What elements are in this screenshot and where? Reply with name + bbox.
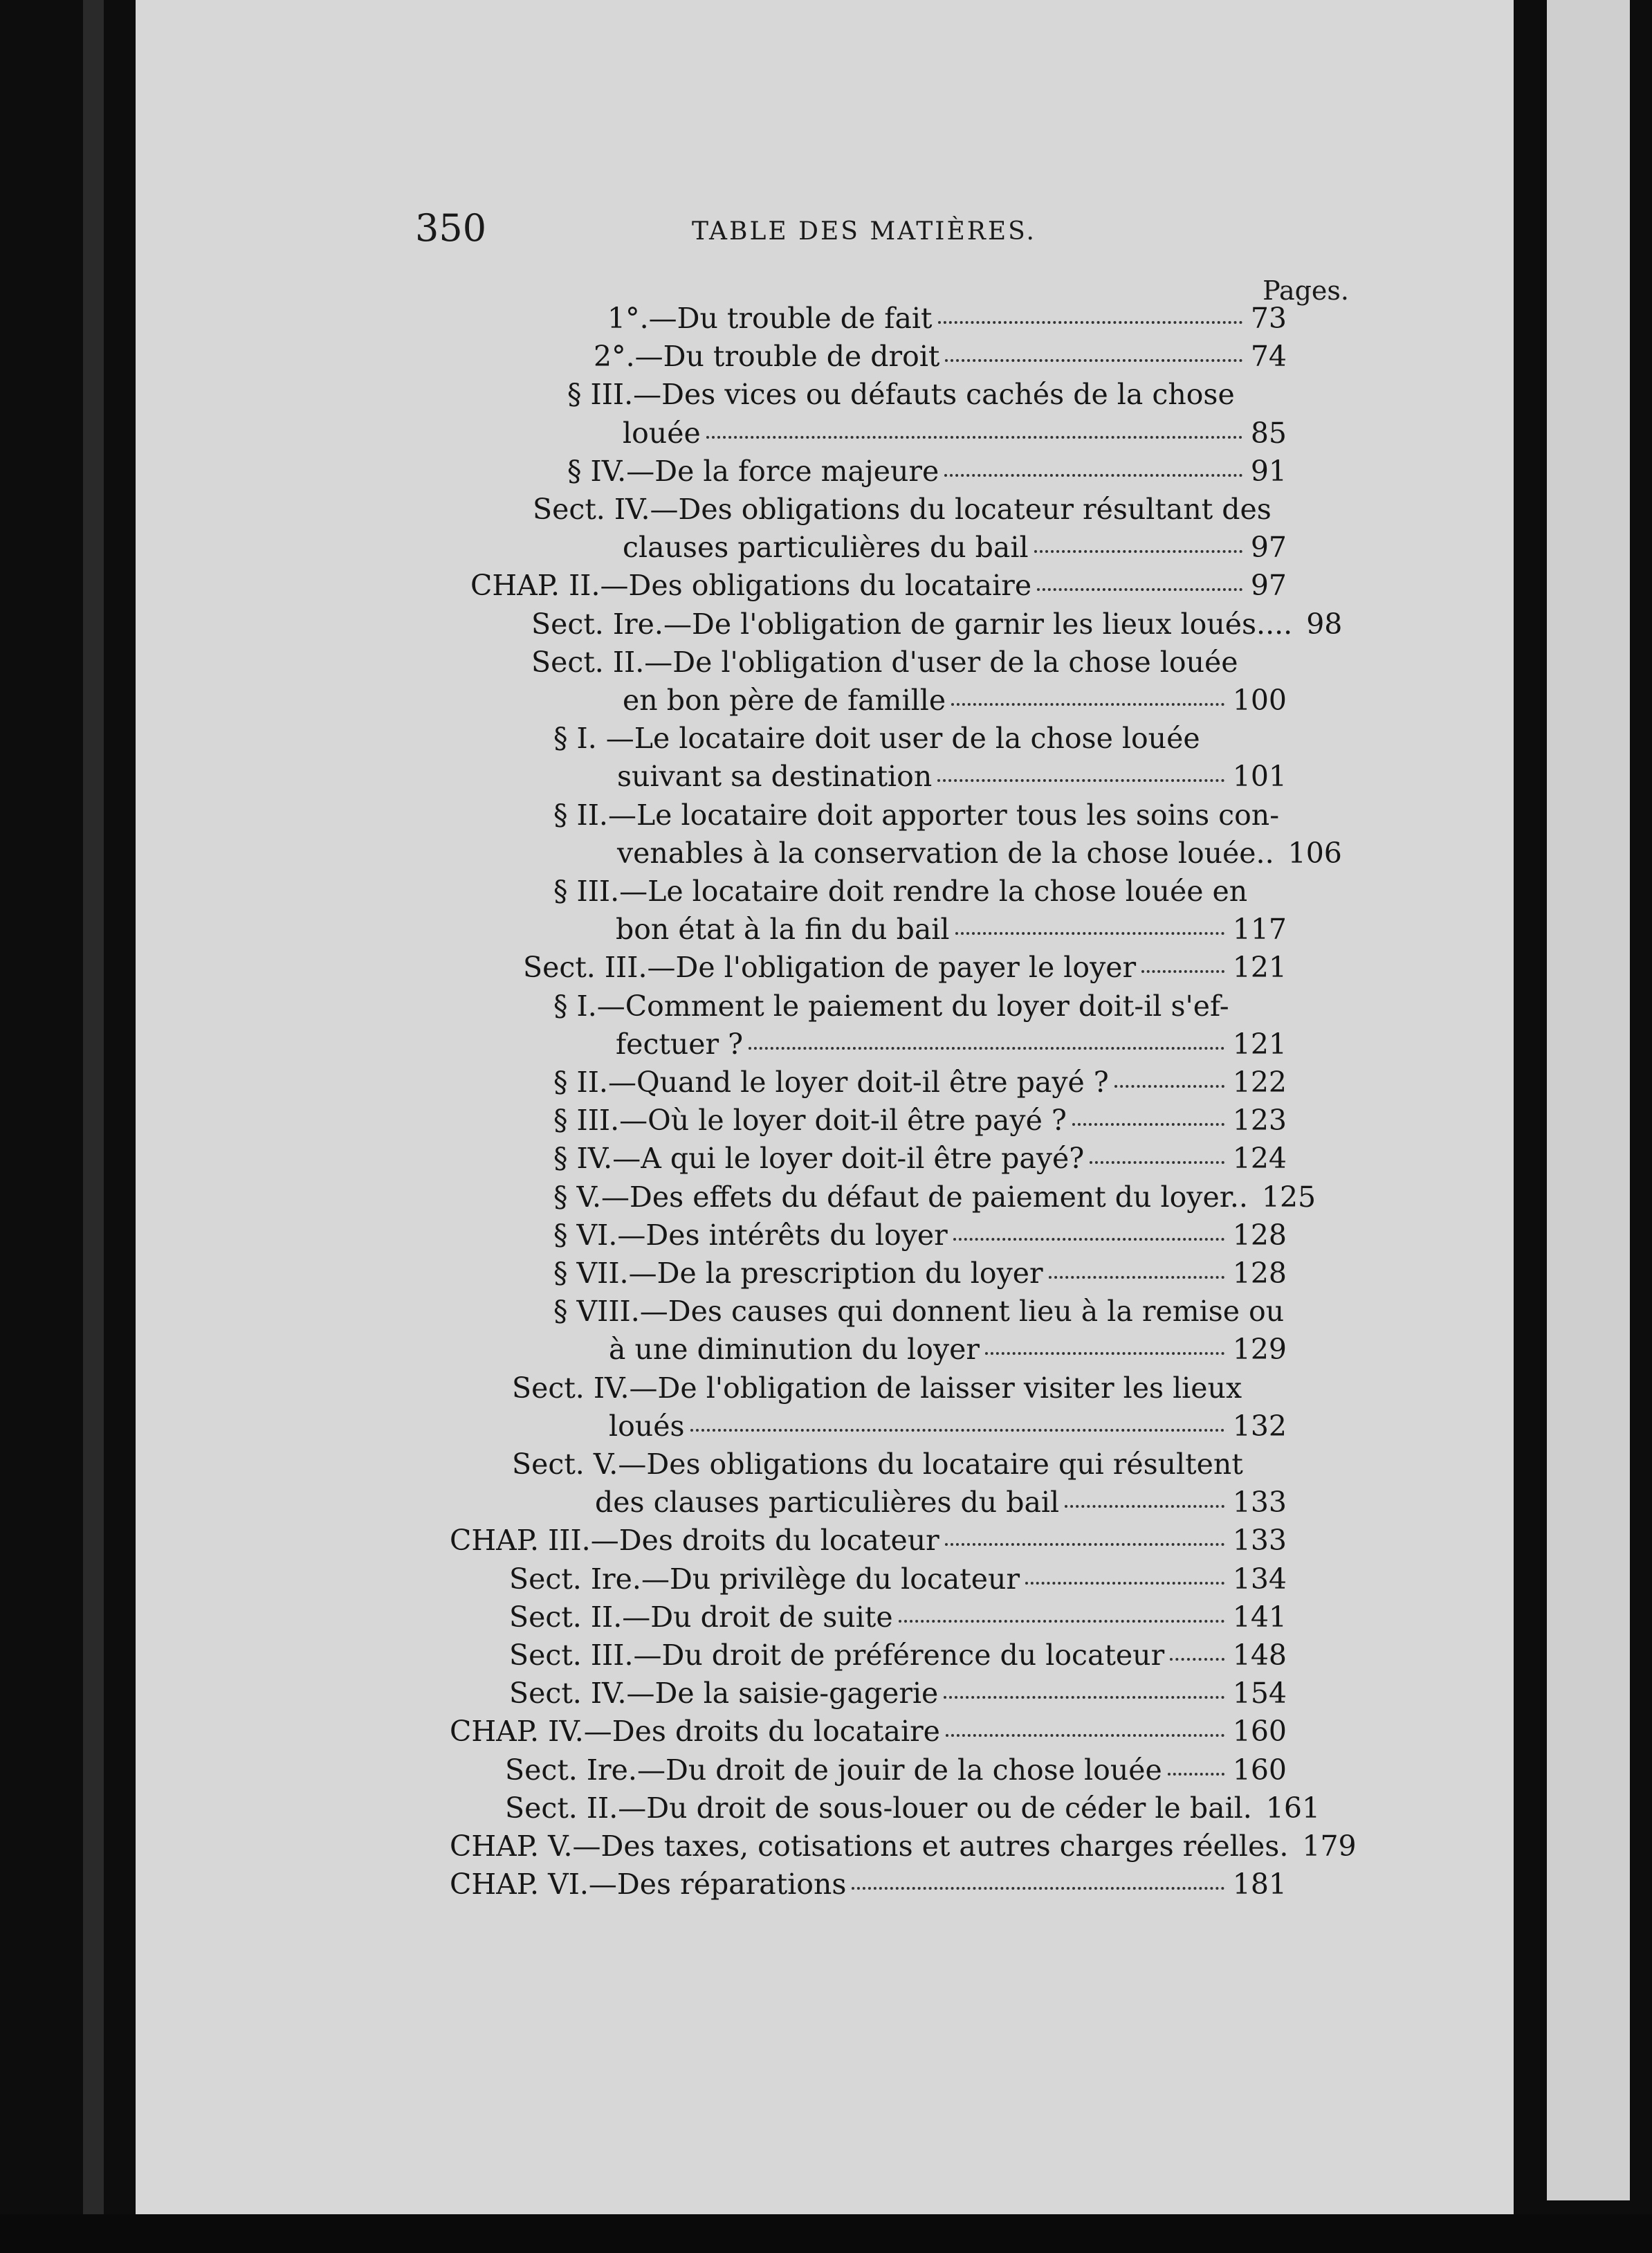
dot-leader (1025, 1582, 1224, 1585)
toc-entry (623, 684, 1287, 722)
toc-entry-page: 100 (1232, 684, 1287, 717)
toc-entry (553, 799, 1287, 837)
toc-entry-page: 73 (1250, 302, 1287, 335)
toc-entry-title: fectuer ? (616, 1028, 744, 1061)
toc-entry-title: Sect. III.—De l'obligation de payer le loyer (523, 951, 1137, 984)
toc-entry-title: en bon père de famille (623, 684, 946, 717)
toc-entry-title: CHAP. II.—Des obligations du locataire (470, 569, 1032, 602)
toc-entry-page: 161 (1265, 1791, 1321, 1825)
toc-entry-title: bon état à la fin du bail (616, 913, 950, 946)
toc-entry (617, 837, 1342, 875)
toc-entry (553, 1257, 1287, 1295)
toc-entry-title: § VI.—Des intérêts du loyer (553, 1219, 948, 1252)
toc-entry (553, 875, 1287, 913)
dot-leader (955, 932, 1224, 935)
toc-entry-title: Sect. Ire.—De l'obligation de garnir les lieux loués.... (531, 608, 1293, 641)
toc-entry-page: 133 (1232, 1524, 1287, 1557)
dot-leader (938, 321, 1242, 324)
dot-leader (1170, 1658, 1224, 1661)
dot-leader (1034, 550, 1242, 553)
toc-entry (553, 989, 1287, 1028)
dot-leader (706, 436, 1242, 439)
toc-entry (509, 1562, 1287, 1601)
running-title: TABLE DES MATIÈRES. (692, 217, 1036, 246)
toc-entry-page: 124 (1232, 1142, 1287, 1175)
toc-entry (553, 1180, 1316, 1219)
toc-entry-title: Sect. II.—De l'obligation d'user de la chose louée (531, 646, 1238, 679)
toc-entry-page: 141 (1232, 1600, 1287, 1634)
dot-leader (985, 1352, 1224, 1355)
toc-entry-page: 160 (1232, 1753, 1287, 1787)
toc-entry-title: Sect. IV.—De l'obligation de laisser visiter les lieux (512, 1371, 1242, 1405)
dot-leader (1168, 1773, 1224, 1776)
toc-entry (450, 1830, 1357, 1868)
toc-entry-page: 123 (1232, 1104, 1287, 1137)
toc-entry-title: clauses particulières du bail (623, 531, 1029, 564)
toc-entry-title: 1°.—Du trouble de fait (607, 302, 933, 335)
toc-entry-title: § V.—Des effets du défaut de paiement du loyer.. (553, 1180, 1248, 1214)
toc-entry-title: § VII.—De la prescription du loyer (553, 1257, 1043, 1290)
toc-entry-title: § VIII.—Des causes qui donnent lieu à la remise ou (553, 1295, 1285, 1328)
dot-leader (690, 1429, 1224, 1432)
toc-entry-title: CHAP. VI.—Des réparations (450, 1868, 847, 1901)
dot-leader (953, 1238, 1224, 1241)
toc-entry-page: 181 (1232, 1868, 1287, 1901)
dot-leader (749, 1047, 1224, 1050)
toc-entry (512, 1371, 1287, 1410)
toc-entry-title: § I. —Le locataire doit user de la chose louée (553, 722, 1200, 755)
dot-leader (944, 474, 1242, 477)
toc-entry-title: Sect. V.—Des obligations du locataire qui résultent (512, 1448, 1243, 1481)
toc-entry (553, 1142, 1287, 1180)
toc-entry-page: 101 (1232, 760, 1287, 793)
dot-leader (945, 1543, 1224, 1546)
toc-entry (531, 608, 1343, 646)
toc-entry (609, 1410, 1287, 1448)
toc-entry (450, 1715, 1287, 1753)
toc-entry-title: louée (623, 417, 701, 450)
toc-entry-page: 98 (1306, 608, 1343, 641)
toc-entry-page: 129 (1232, 1333, 1287, 1366)
toc-entry (595, 1486, 1287, 1524)
toc-entry (450, 1524, 1287, 1562)
toc-entry (509, 1677, 1287, 1715)
toc-entry-title: § II.—Quand le loyer doit-il être payé ? (553, 1066, 1109, 1099)
toc-entry-page: 74 (1250, 340, 1287, 373)
toc-entry (505, 1791, 1321, 1830)
toc-entry-page: 121 (1232, 951, 1287, 984)
toc-entry-page: 122 (1232, 1066, 1287, 1099)
toc-entry-title: § II.—Le locataire doit apporter tous les soins con- (553, 799, 1280, 832)
scan-edge-bottom (0, 2214, 1652, 2253)
toc-entry-title: CHAP. IV.—Des droits du locataire (450, 1715, 940, 1748)
toc-entry-page: 97 (1250, 531, 1287, 564)
toc-entry-title: § III.—Où le loyer doit-il être payé ? (553, 1104, 1067, 1137)
toc-entry-title: Sect. II.—Du droit de suite (509, 1600, 893, 1634)
toc-entry-title: CHAP. III.—Des droits du locateur (450, 1524, 939, 1557)
dot-leader (937, 779, 1224, 782)
toc-entry-page: 91 (1250, 455, 1287, 488)
toc-entry (509, 1639, 1287, 1677)
toc-entry-page: 106 (1287, 837, 1342, 870)
toc-entry (616, 1028, 1287, 1066)
dot-leader (944, 1696, 1224, 1699)
toc-entry (531, 646, 1287, 684)
dot-leader (852, 1887, 1224, 1890)
toc-entry (470, 569, 1287, 608)
toc-entry (567, 378, 1287, 417)
toc-entry-page: 133 (1232, 1486, 1287, 1519)
toc-entry-page: 121 (1232, 1028, 1287, 1061)
toc-entry (523, 951, 1287, 989)
dot-leader (1065, 1505, 1224, 1508)
toc-entry-title: 2°.—Du trouble de droit (594, 340, 940, 373)
toc-entry (505, 1753, 1287, 1792)
toc-entry (450, 1868, 1287, 1906)
page-number: 350 (415, 206, 487, 250)
toc-entry-page: 125 (1261, 1180, 1316, 1214)
toc-entry-page: 148 (1232, 1639, 1287, 1672)
toc-entry-page: 117 (1232, 913, 1287, 946)
toc-entry-page: 85 (1250, 417, 1287, 450)
toc-entry-title: Sect. Ire.—Du privilège du locateur (509, 1562, 1020, 1596)
toc-entry (553, 1295, 1287, 1333)
dot-leader (951, 703, 1224, 706)
dot-leader (899, 1620, 1224, 1623)
dot-leader (1037, 588, 1242, 591)
toc-entry (567, 455, 1287, 493)
toc-entry-page: 160 (1232, 1715, 1287, 1748)
toc-entry (553, 1219, 1287, 1257)
toc-entry-title: Sect. IV.—De la saisie-gagerie (509, 1677, 939, 1710)
toc-entry (512, 1448, 1287, 1486)
toc-entry (553, 722, 1287, 760)
dot-leader (1049, 1276, 1224, 1279)
toc-entry-title: § I.—Comment le paiement du loyer doit-il s'ef- (553, 989, 1229, 1023)
dot-leader (1072, 1123, 1224, 1126)
pages-column-label: Pages. (1263, 275, 1349, 306)
dot-leader (1141, 970, 1224, 973)
toc-entry-title: § III.—Des vices ou défauts cachés de la chose (567, 378, 1235, 411)
toc-entry (553, 1104, 1287, 1142)
toc-entry-page: 179 (1302, 1830, 1357, 1863)
toc-entry-title: § IV.—De la force majeure (567, 455, 939, 488)
toc-entry-page: 128 (1232, 1219, 1287, 1252)
toc-entry-title: Sect. IV.—Des obligations du locateur résultant des (533, 493, 1272, 526)
dot-leader (946, 1734, 1224, 1737)
toc-entry-page: 134 (1232, 1562, 1287, 1596)
scan-edge-left (83, 0, 104, 2253)
toc-entry-title: des clauses particulières du bail (595, 1486, 1060, 1519)
toc-entry-title: Sect. II.—Du droit de sous-louer ou de céder le bail. (505, 1791, 1252, 1825)
toc-entry (594, 340, 1287, 378)
toc-entry-title: suivant sa destination (617, 760, 933, 793)
toc-entry (509, 1600, 1287, 1639)
toc-entry (623, 417, 1287, 455)
toc-entry (623, 531, 1287, 569)
dot-leader (945, 359, 1242, 362)
toc-entry (617, 760, 1287, 799)
toc-entry-title: § IV.—A qui le loyer doit-il être payé? (553, 1142, 1085, 1175)
toc-entry (616, 913, 1287, 951)
toc-entry (607, 302, 1287, 340)
toc-entry-title: Sect. Ire.—Du droit de jouir de la chose louée (505, 1753, 1162, 1787)
toc-entry-title: Sect. III.—Du droit de préférence du locateur (509, 1639, 1165, 1672)
toc-entry-page: 132 (1232, 1410, 1287, 1443)
dot-leader (1114, 1085, 1224, 1088)
dot-leader (1090, 1161, 1224, 1164)
toc-entry-title: § III.—Le locataire doit rendre la chose louée en (553, 875, 1248, 908)
toc-entry-title: à une diminution du loyer (609, 1333, 980, 1366)
toc-entry-page: 128 (1232, 1257, 1287, 1290)
toc-entry-page: 97 (1250, 569, 1287, 602)
toc-entry-title: loués (609, 1410, 685, 1443)
toc-entry-title: venables à la conservation de la chose louée.. (617, 837, 1274, 870)
toc-entry (609, 1333, 1287, 1371)
page-header (415, 206, 1287, 255)
toc-entry-page: 154 (1232, 1677, 1287, 1710)
toc-entry (533, 493, 1287, 531)
facing-page-edge (1547, 0, 1630, 2200)
toc-entry (553, 1066, 1287, 1104)
toc-entry-title: CHAP. V.—Des taxes, cotisations et autres charges réelles. (450, 1830, 1289, 1863)
